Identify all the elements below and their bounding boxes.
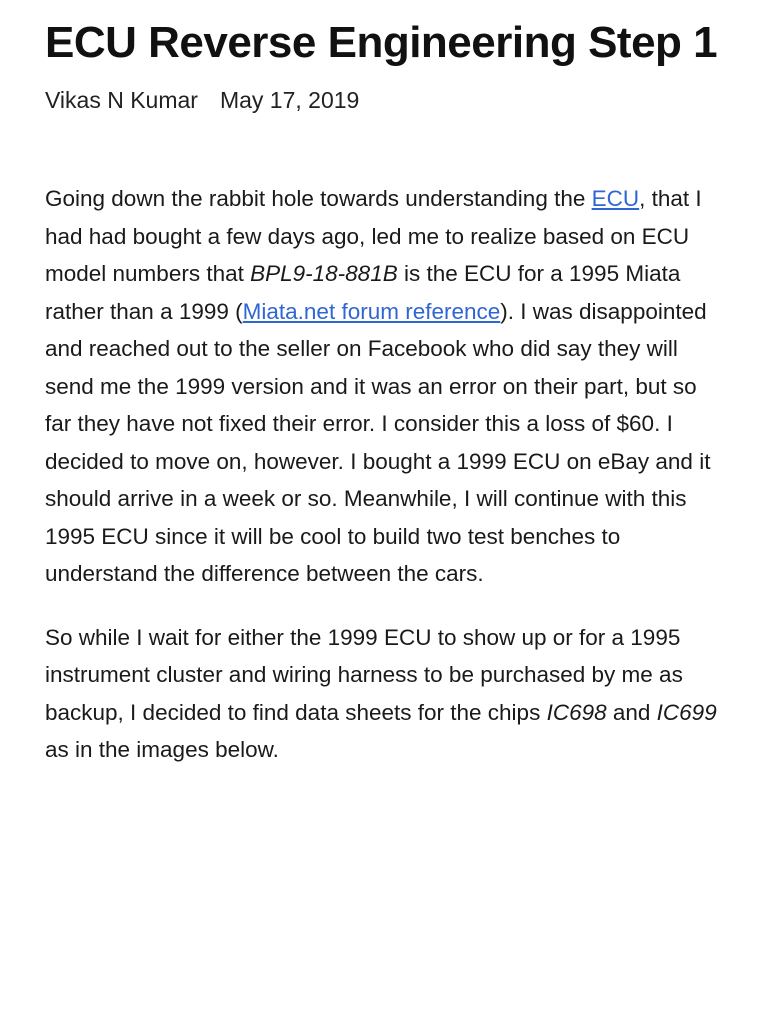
article-title: ECU Reverse Engineering Step 1 [45, 18, 718, 67]
chip-ic698: IC698 [546, 699, 607, 725]
ecu-model-number: BPL9-18-881B [250, 261, 398, 286]
chip-ic699: IC699 [656, 699, 717, 725]
author-name: Vikas N Kumar [45, 87, 198, 113]
paragraph-2-text-1: So while I wait for either the 1999 ECU to show up or for a 1995 instrument cluster and wiring harness to be purchased by me as backup, I decided to find data sheets for the chips [45, 624, 683, 725]
paragraph-2-text-2: and [606, 699, 657, 725]
ecu-link[interactable]: ECU [591, 186, 640, 211]
paragraph-2-text-3: as in the images below. [45, 737, 279, 762]
paragraph-1-text-4: ). I was disappointed and reached out to the seller on Facebook who did say they will send me the 1999 version and it was an error on their part, but so far they have not fixed their error. I consider this a loss of $60. I decided to move on, however. I bought a 1999 ECU on eBay and it should arrive in a week or so. Meanwhile, I will continue with this 1995 ECU since it will be cool to build two test benches to understand the difference between the cars. [45, 298, 711, 586]
forum-reference-link[interactable]: Miata.net forum reference [242, 298, 501, 324]
paragraph-1 [45, 180, 723, 593]
article-body [45, 180, 723, 769]
byline [45, 84, 723, 116]
publish-date: May 17, 2019 [219, 87, 360, 113]
paragraph-1-text-1: Going down the rabbit hole towards understanding the [45, 186, 592, 211]
paragraph-1-text-2: , that I had had bought a few days ago, led me to realize based on ECU model numbers that [45, 186, 702, 286]
paragraph-2 [45, 619, 723, 769]
paragraph-1-text-3: is the ECU for a 1995 Miata rather than a 1999 ( [45, 261, 681, 324]
